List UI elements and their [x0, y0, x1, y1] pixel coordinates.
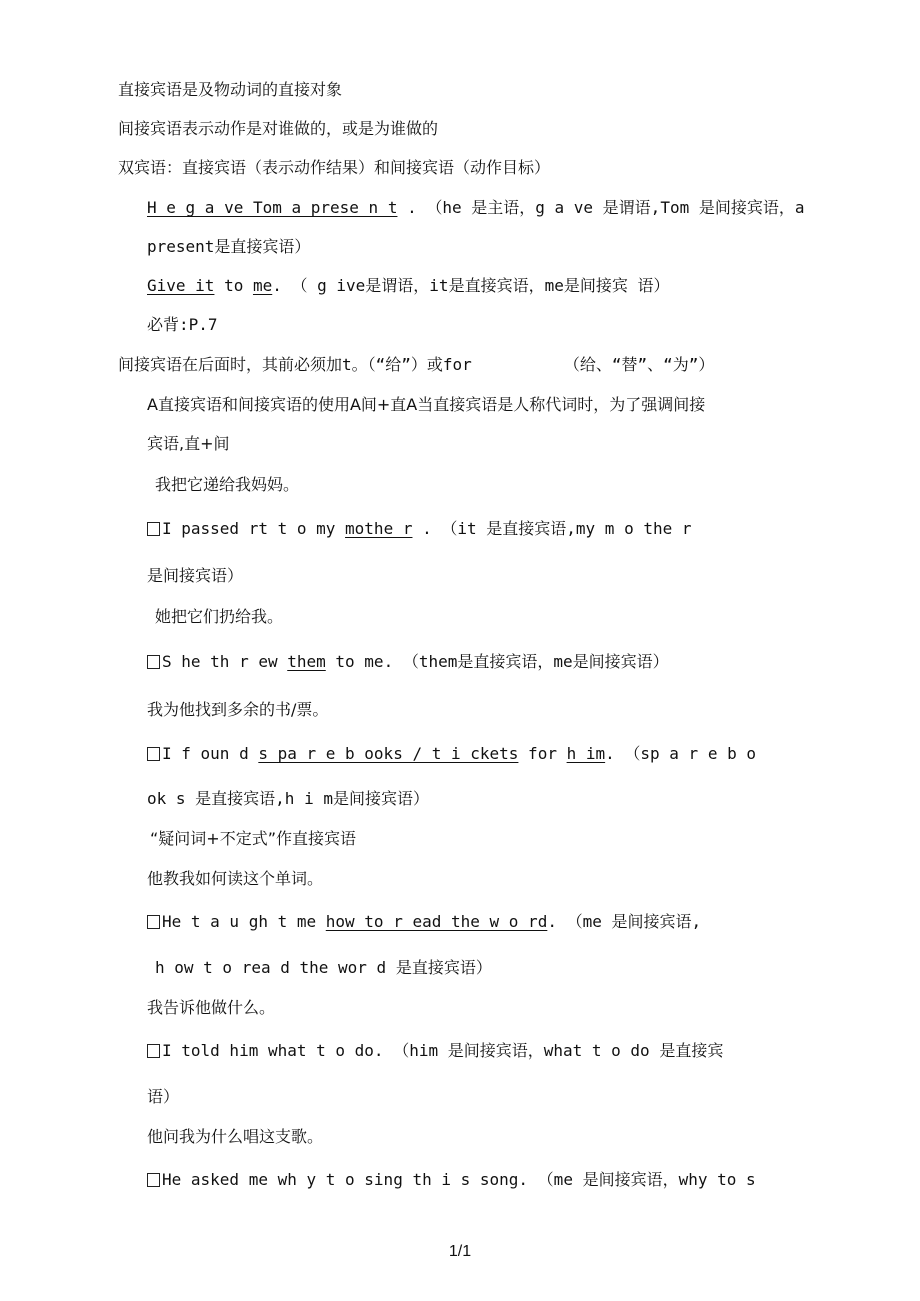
text-line: 间接宾语表示动作是对谁做的，或是为谁做的: [118, 119, 439, 138]
plain-text: He asked me wh y t o sing th i s song. （me 是间接宾语，why to s: [162, 1170, 756, 1189]
text-line: h ow t o rea d the wor d 是直接宾语）: [155, 958, 492, 977]
plain-text: to: [214, 276, 253, 295]
example-sentence: [147, 198, 804, 218]
rule-text: 间接宾语在后面时，其前必须加t。（“给”）或for: [118, 355, 472, 374]
underlined-text: them: [287, 652, 326, 671]
explanation-text: to me. （them是直接宾语，me是间接宾语）: [325, 652, 669, 671]
text-line: 直接宾语是及物动词的直接对象: [118, 80, 343, 99]
explanation-text: . （it 是直接宾语,my m o the r: [412, 519, 692, 538]
chinese-example: 她把它们扔给我。: [155, 607, 284, 626]
checkbox-icon: [147, 522, 160, 536]
text-line: A直接宾语和间接宾语的使用A间+直A当直接宾语是人称代词时，为了强调间接: [147, 395, 706, 414]
checkbox-icon: [147, 1044, 160, 1058]
plain-text: I told him what t o do. （him 是间接宾语，what t o do 是直接宾: [162, 1041, 724, 1060]
checkbox-icon: [147, 747, 160, 761]
underlined-text: Give it: [147, 276, 215, 295]
example-sentence: [147, 1041, 723, 1061]
text-line: 语）: [147, 1087, 180, 1106]
explanation-text: . （ g ive是谓语，it是直接宾语，me是间接宾 语）: [272, 276, 670, 295]
chinese-example: 他教我如何读这个单词。: [147, 869, 324, 888]
chinese-example: 他问我为什么唱这支歌。: [147, 1127, 324, 1146]
plain-text: S he th r ew: [162, 652, 288, 671]
text-line: 是间接宾语）: [147, 566, 244, 585]
underlined-text: H e g a ve Tom a prese n t: [147, 198, 398, 217]
explanation-text: . （me 是间接宾语,: [547, 912, 702, 931]
text-line: [118, 355, 714, 375]
chinese-example: 我把它递给我妈妈。: [155, 475, 300, 494]
checkbox-icon: [147, 655, 160, 669]
rule-note: （给、“替”、“为”）: [563, 355, 715, 374]
underlined-text: mothe r: [345, 519, 413, 538]
text-line: 双宾语：直接宾语（表示动作结果）和间接宾语（动作目标）: [118, 158, 551, 177]
text-line: 必背:P.7: [147, 315, 218, 334]
chinese-example: 我为他找到多余的书/票。: [147, 700, 329, 719]
example-sentence: [147, 744, 756, 764]
plain-text: I passed rt t o my: [162, 519, 346, 538]
section-heading: “疑问词+不定式”作直接宾语: [150, 829, 356, 848]
text-line: 宾语,直+间: [147, 434, 230, 453]
explanation-text: . （sp a r e b o: [605, 744, 756, 763]
explanation-text: . （he 是主语，g a ve 是谓语,Tom 是间接宾语，a: [397, 198, 805, 217]
underlined-text: h im: [566, 744, 606, 763]
plain-text: for: [518, 744, 567, 763]
plain-text: He t a u gh t me: [162, 912, 326, 931]
chinese-example: 我告诉他做什么。: [147, 998, 276, 1017]
plain-text: I f oun d: [162, 744, 259, 763]
example-sentence: [147, 519, 692, 539]
underlined-text: s pa r e b ooks / t i ckets: [258, 744, 519, 763]
text-line: present是直接宾语）: [147, 237, 311, 256]
example-sentence: [147, 912, 701, 932]
checkbox-icon: [147, 915, 160, 929]
underlined-text: how to r ead the w o rd: [325, 912, 548, 931]
example-sentence: [147, 652, 669, 672]
example-sentence: [147, 1170, 756, 1190]
checkbox-icon: [147, 1173, 160, 1187]
underlined-text: me: [252, 276, 273, 295]
example-sentence: [147, 276, 669, 296]
text-line: ok s 是直接宾语,h i m是间接宾语）: [147, 789, 429, 808]
page-number: 1/1: [448, 1243, 472, 1260]
